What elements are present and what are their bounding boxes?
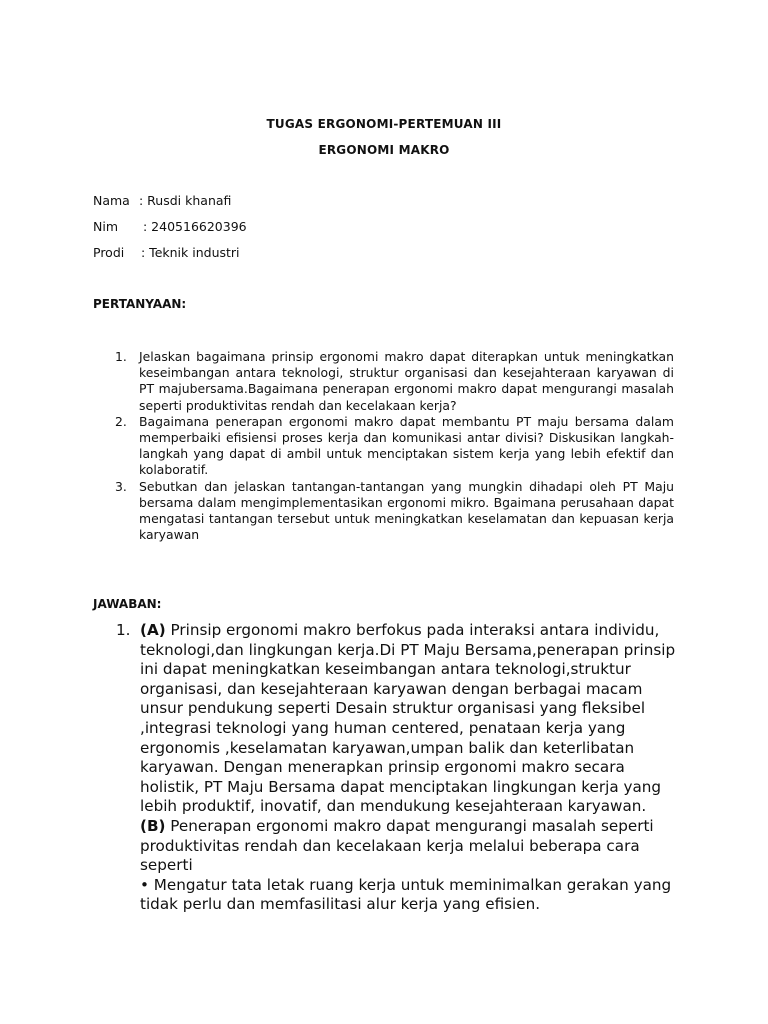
answer-part-b [140, 817, 676, 876]
question-number: 3. [115, 478, 127, 494]
part-a-text: Prinsip ergonomi makro berfokus pada interaksi antara individu, teknologi,dan lingkungan kerja.Di PT Maju Bersama,penerapan prinsip ini dapat meningkatkan keseimbangan antara teknologi,struktur organisasi, dan kesejahteraan karyawan dengan berbagai macam unsur pendukung seperti Desain struktur organisasi yang fleksibel ,integrasi teknologi yang human centered, penataan kerja yang ergonomis ,keselamatan karyawan,umpan balik dan keterlibatan karyawan. Dengan menerapkan prinsip ergonomi makro secara holistik, PT Maju Bersama dapat menciptakan lingkungan kerja yang lebih produktif, inovatif, dan mendukung kesejahteraan karyawan. [140, 621, 676, 816]
prodi-label: Prodi [93, 245, 125, 260]
identity-prodi [93, 245, 240, 261]
nim-value: : 240516620396 [143, 219, 247, 234]
answers-list [116, 621, 676, 915]
questions-heading: PERTANYAAN: [93, 297, 187, 311]
answer-part-a [140, 621, 676, 817]
answer-item [116, 621, 676, 915]
question-item [110, 479, 674, 544]
question-item [110, 349, 674, 414]
prodi-value: : Teknik industri [141, 245, 240, 260]
answers-heading: JAWABAN: [93, 597, 162, 611]
question-number: 1. [115, 349, 127, 364]
identity-nim [93, 219, 247, 235]
question-text: Jelaskan bagaimana prinsip ergonomi makro dapat diterapkan untuk meningkatkan keseimbangan antara teknologi, struktur organisasi dan kesejahteraan karyawan di PT majubersama.Bagaimana penerapan ergonomi makro dapat mengurangi masalah seperti produktivitas rendah dan kecelakaan kerja? [139, 349, 674, 413]
question-number: 2. [115, 413, 127, 429]
part-b-text: Penerapan ergonomi makro dapat mengurangi masalah seperti produktivitas rendah dan kecelakaan kerja melalui beberapa cara seperti [140, 816, 654, 875]
nama-value: : Rusdi khanafi [139, 193, 232, 208]
document-subtitle: ERGONOMI MAKRO [318, 143, 450, 157]
question-item [110, 414, 674, 479]
nim-label: Nim [93, 219, 118, 234]
answer-number: 1. [116, 621, 131, 639]
questions-list [110, 349, 674, 543]
part-a-label: (A) [140, 621, 166, 639]
question-text: Bagaimana penerapan ergonomi makro dapat membantu PT maju bersama dalam memperbaiki efisiensi proses kerja dan komunikasi antar divisi? Diskusikan langkah-langkah yang dapat di ambil untuk menciptakan sistem kerja yang lebih efektif dan kolaboratif. [139, 413, 674, 478]
part-b-label: (B) [140, 816, 166, 835]
identity-nama [93, 193, 231, 209]
nama-label: Nama [93, 193, 130, 208]
question-text: Sebutkan dan jelaskan tantangan-tantangan yang mungkin dihadapi oleh PT Maju bersama dalam mengimplementasikan ergonomi mikro. Bgaimana perusahaan dapat mengatasi tantangan tersebut untuk meningkatkan keselamatan dan kepuasan kerja karyawan [139, 478, 674, 543]
document-title: TUGAS ERGONOMI-PERTEMUAN III [266, 117, 502, 131]
answer-bullet: • Mengatur tata letak ruang kerja untuk meminimalkan gerakan yang tidak perlu dan memfasilitasi alur kerja yang efisien. [140, 875, 672, 914]
